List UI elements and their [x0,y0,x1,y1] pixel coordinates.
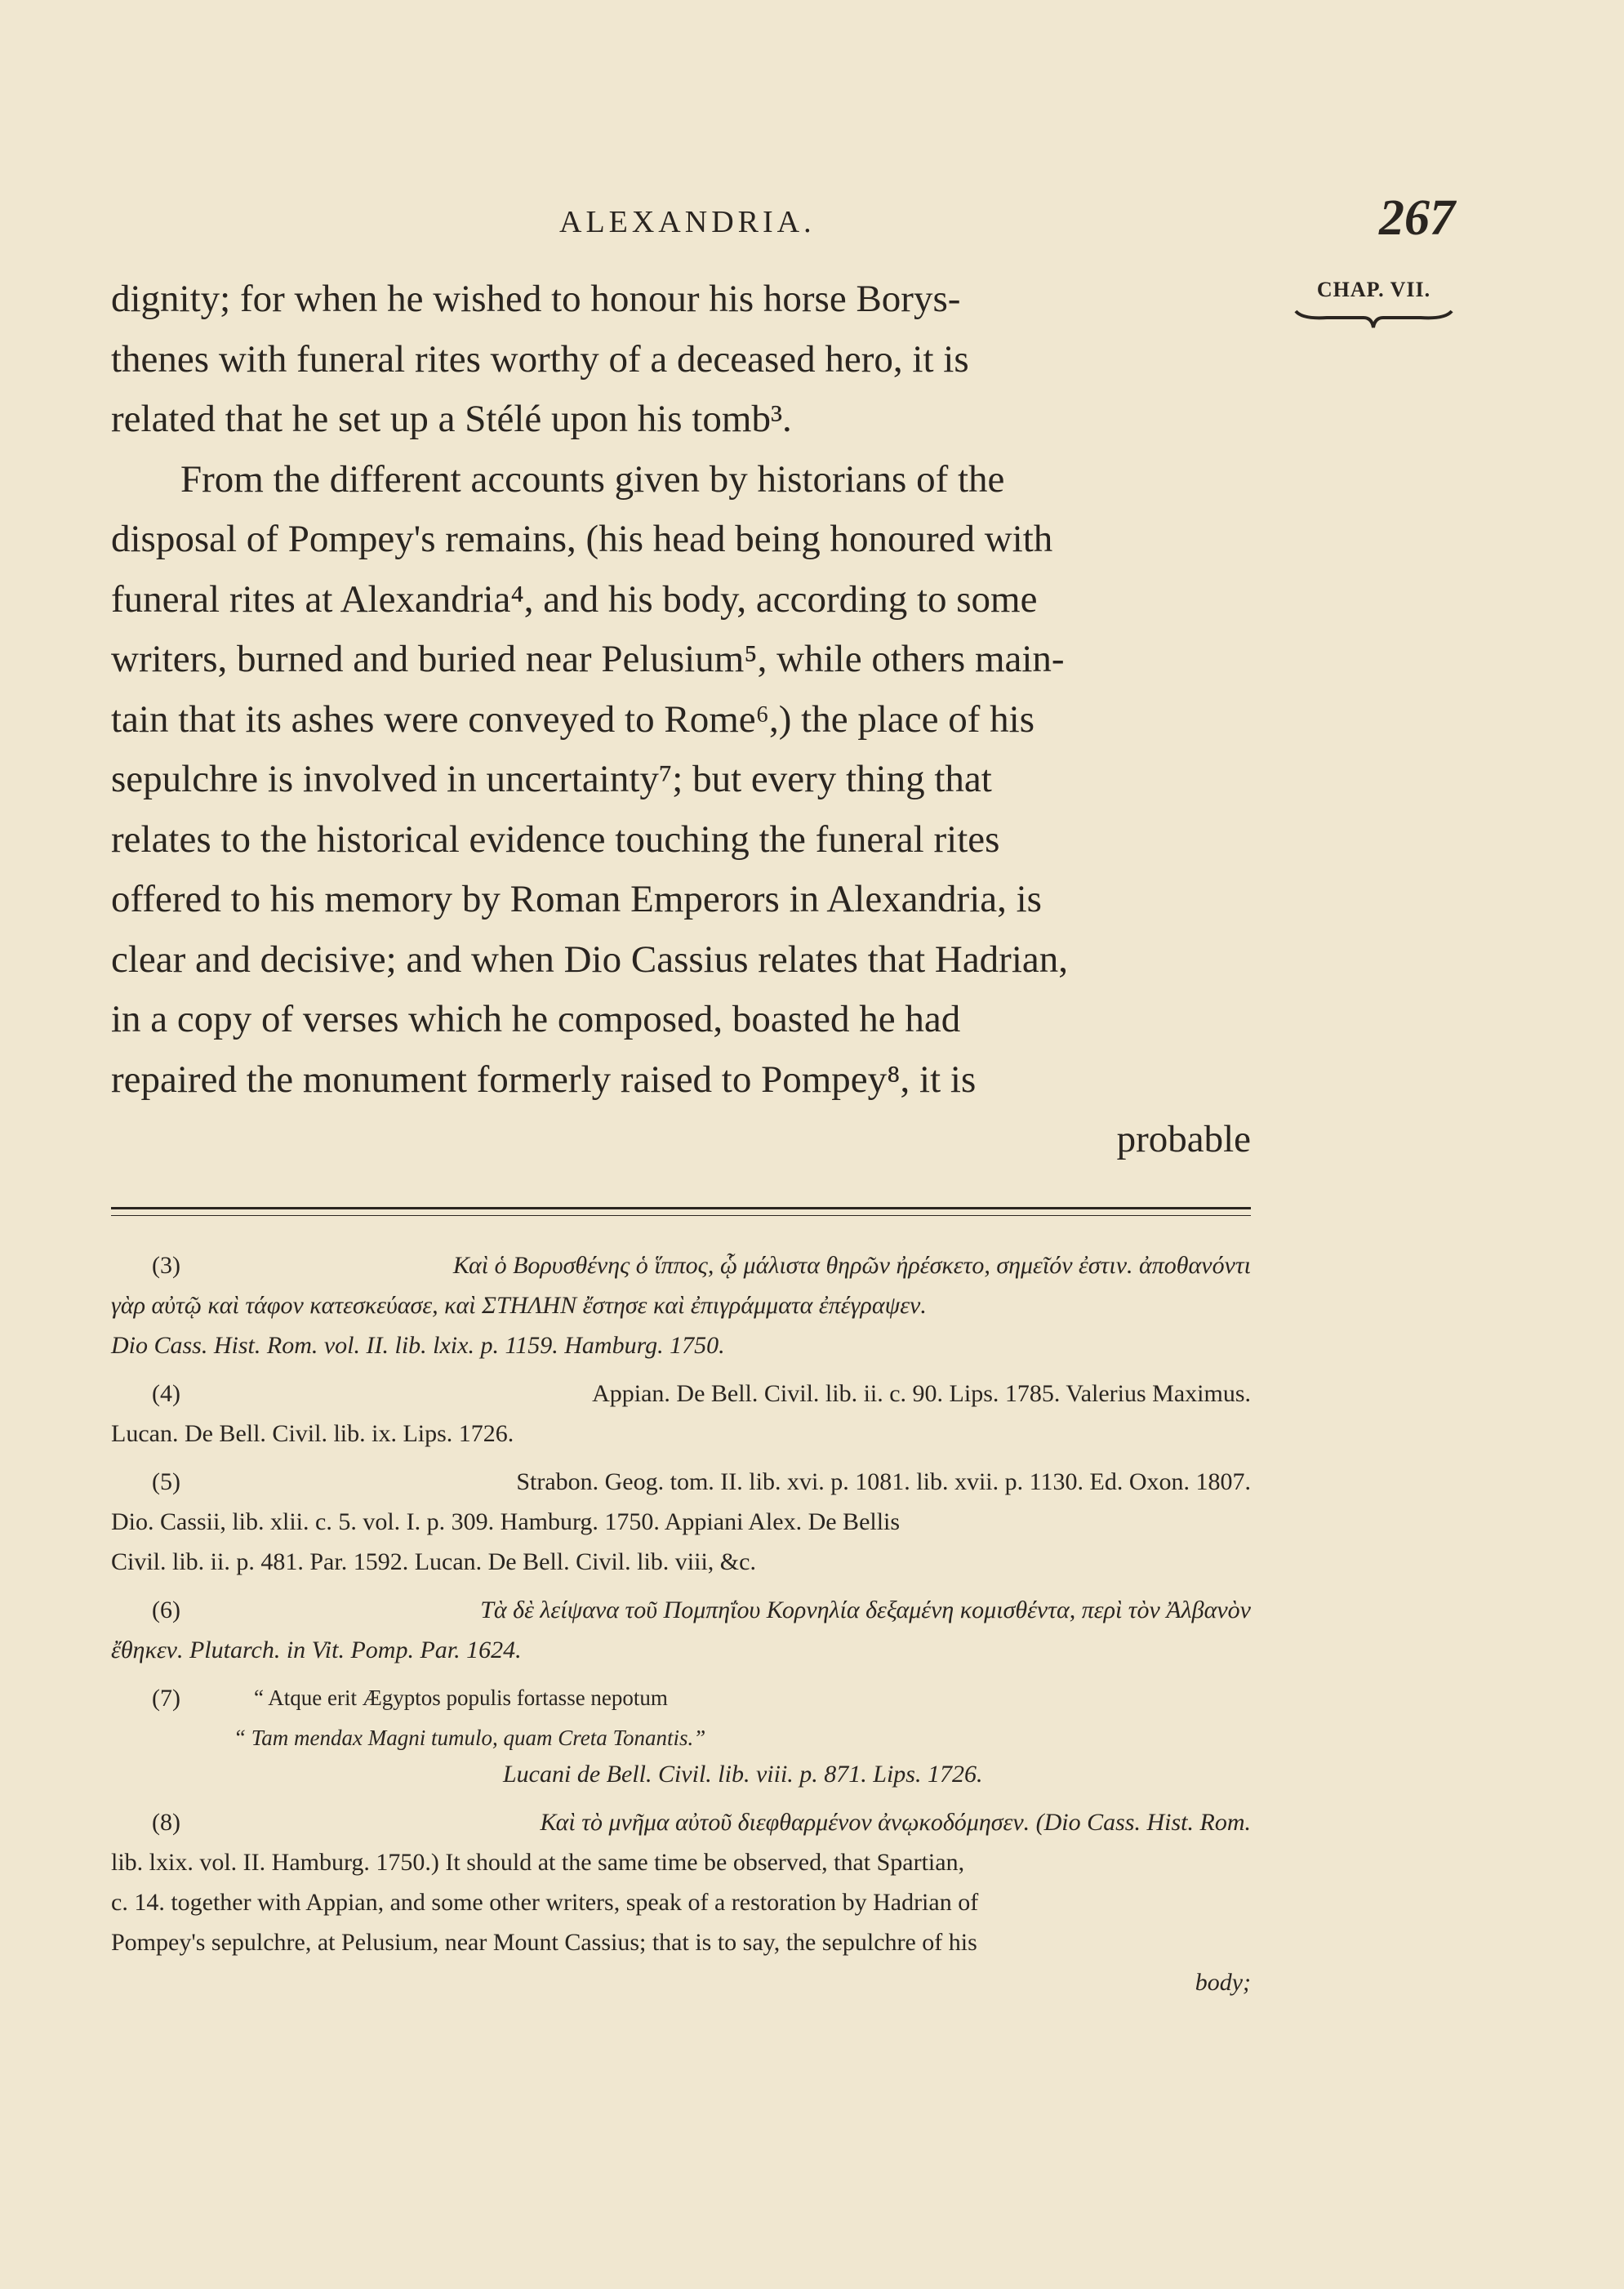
footnote-8: (8) Καὶ τὸ μνῆμα αὐτοῦ διεφθαρμένον ἀνῳκοδόμησεν. (Dio Cass. Hist. Rom. lib. lxix. vol. II. Hamburg. 1750.) It should at the same time be observed, that Spartian, c. 14. together with Appian, and some other writers, speak of a restoration by Hadrian of Pompey's sepulchre, at Pelusium, near Mount Cassius; that is to say, the sepulchre of his body; [111,1802,1251,2002]
text-line: sepulchre is involved in uncertainty⁷; but every thing that [111,758,992,800]
catchword: probable [1116,1118,1251,1160]
main-text [111,269,1251,1170]
chapter-brace-ornament [1294,306,1453,339]
text-line: repaired the monument formerly raised to Pompey⁸, it is [111,1058,977,1101]
text-line: writers, burned and buried near Pelusium⁵, while others main- [111,638,1065,680]
footnotes [111,1245,1251,2011]
chapter-marker: CHAP. VII. [1316,278,1431,301]
footnote-label: (7) [152,1685,180,1712]
running-title: ALEXANDRIA. [559,205,816,239]
footnote-7: (7) “ Atque erit Ægyptos populis fortasse nepotum “ Tam mendax Magni tumulo, quam Creta Tonantis.” Lucani de Bell. Civil. lib. viii. p. 871. Lips. 1726. [111,1678,1251,1794]
footnote-5: (5) Strabon. Geog. tom. II. lib. xvi. p. 1081. lib. xvii. p. 1130. Ed. Oxon. 1807. Dio. Cassii, lib. xlii. c. 5. vol. I. p. 309. Hamburg. 1750. Appiani Alex. De Bellis Civil. lib. ii. p. 481. Par. 1592. Lucan. De Bell. Civil. lib. viii, &c. [111,1462,1251,1582]
text-line: in a copy of verses which he composed, boasted he had [111,998,961,1040]
text-line: offered to his memory by Roman Emperors in Alexandria, is [111,878,1042,920]
footnote-6: (6) Τὰ δὲ λείψανα τοῦ Πομπηΐου Κορνηλία δεξαμένη κομισθέντα, περὶ τὸν Ἀλβανὸν ἔθηκεν. Plutarch. in Vit. Pomp. Par. 1624. [111,1590,1251,1670]
text-line: dignity; for when he wished to honour his horse Borys- [111,278,961,320]
text-line: thenes with funeral rites worthy of a deceased hero, it is [111,337,969,381]
text-line: From the different accounts given by historians of the [180,457,1005,501]
footnote-label: (6) [152,1597,180,1623]
text-line: tain that its ashes were conveyed to Rome⁶,) the place of his [111,697,1034,741]
text-line: clear and decisive; and when Dio Cassius relates that Hadrian, [111,937,1068,981]
page-number: 267 [1379,190,1455,246]
footnote-label: (3) [152,1252,180,1279]
footnote-label: (4) [152,1380,180,1407]
text-line: related that he set up a Stélé upon his tomb³. [111,398,792,440]
footnote-rule [111,1207,1251,1209]
text-line: funeral rites at Alexandria⁴, and his body, according to some [111,577,1038,621]
footnote-label: (8) [152,1809,180,1836]
footnote-3: (3) Καὶ ὁ Βορυσθένης ὁ ἵππος, ᾧ μάλιστα θηρῶν ἠρέσκετο, σημεῖόν ἐστιν. ἀποθανόντι γὰρ αὐτῷ καὶ τάφον κατεσκεύασε, καὶ ΣΤΗΛΗΝ ἔστησε καὶ ἐπιγράμματα ἐπέγραψεν. Dio Cass. Hist. Rom. vol. II. lib. lxix. p. 1159. Hamburg. 1750. [111,1245,1251,1365]
text-line: disposal of Pompey's remains, (his head being honoured with [111,518,1053,560]
footnote-label: (5) [152,1468,180,1495]
footnote-4: (4) Appian. De Bell. Civil. lib. ii. c. 90. Lips. 1785. Valerius Maximus. Lucan. De Bell. Civil. lib. ix. Lips. 1726. [111,1374,1251,1454]
footnote-rule-thin [111,1215,1251,1216]
text-line: relates to the historical evidence touching the funeral rites [111,817,1000,861]
